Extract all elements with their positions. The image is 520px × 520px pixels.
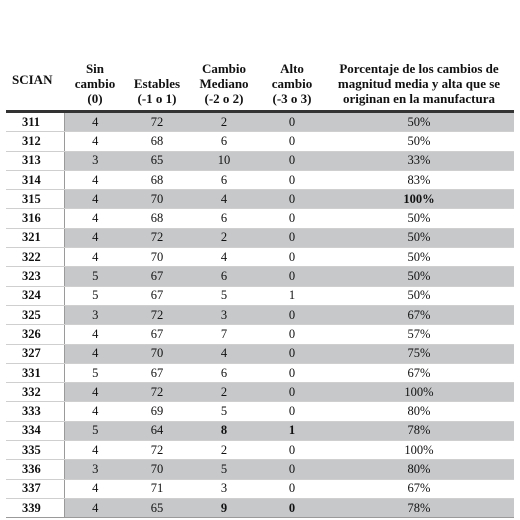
cell-estables: 72 bbox=[126, 228, 188, 247]
cell-scian: 322 bbox=[6, 248, 64, 267]
cell-porcentaje: 50% bbox=[324, 286, 514, 305]
cell-alto-cambio: 0 bbox=[260, 498, 324, 517]
cell-estables: 64 bbox=[126, 421, 188, 440]
cell-sin-cambio: 4 bbox=[64, 170, 126, 189]
cell-estables: 70 bbox=[126, 190, 188, 209]
table-row bbox=[6, 132, 514, 151]
cell-scian: 334 bbox=[6, 421, 64, 440]
cell-alto-cambio: 0 bbox=[260, 248, 324, 267]
cell-estables: 71 bbox=[126, 479, 188, 498]
cell-alto-cambio: 0 bbox=[260, 190, 324, 209]
cell-estables: 72 bbox=[126, 305, 188, 324]
cell-porcentaje: 80% bbox=[324, 460, 514, 479]
cell-cambio-mediano: 5 bbox=[188, 286, 260, 305]
cell-sin-cambio: 4 bbox=[64, 228, 126, 247]
cell-scian: 323 bbox=[6, 267, 64, 286]
cell-sin-cambio: 4 bbox=[64, 441, 126, 460]
header-estables: Estables (-1 o 1) bbox=[126, 39, 188, 112]
cell-sin-cambio: 4 bbox=[64, 479, 126, 498]
cell-scian: 327 bbox=[6, 344, 64, 363]
table-row bbox=[6, 498, 514, 517]
cell-cambio-mediano: 4 bbox=[188, 344, 260, 363]
cell-porcentaje: 100% bbox=[324, 441, 514, 460]
cell-cambio-mediano: 5 bbox=[188, 402, 260, 421]
cell-cambio-mediano: 6 bbox=[188, 209, 260, 228]
table-row bbox=[6, 325, 514, 344]
table-row bbox=[6, 170, 514, 189]
cell-scian: 331 bbox=[6, 363, 64, 382]
cell-alto-cambio: 0 bbox=[260, 363, 324, 382]
table-row bbox=[6, 305, 514, 324]
cell-cambio-mediano: 6 bbox=[188, 267, 260, 286]
table-row bbox=[6, 460, 514, 479]
cell-sin-cambio: 4 bbox=[64, 132, 126, 151]
table-row bbox=[6, 151, 514, 170]
cell-porcentaje: 33% bbox=[324, 151, 514, 170]
cell-scian: 311 bbox=[6, 112, 64, 132]
cell-scian: 326 bbox=[6, 325, 64, 344]
cell-sin-cambio: 3 bbox=[64, 305, 126, 324]
cell-alto-cambio: 0 bbox=[260, 228, 324, 247]
table-header bbox=[6, 39, 514, 112]
cell-alto-cambio: 0 bbox=[260, 441, 324, 460]
cell-estables: 67 bbox=[126, 286, 188, 305]
cell-sin-cambio: 4 bbox=[64, 383, 126, 402]
cell-sin-cambio: 5 bbox=[64, 267, 126, 286]
cell-porcentaje: 50% bbox=[324, 132, 514, 151]
cell-alto-cambio: 0 bbox=[260, 267, 324, 286]
cell-cambio-mediano: 2 bbox=[188, 441, 260, 460]
cell-porcentaje: 50% bbox=[324, 209, 514, 228]
cell-porcentaje: 78% bbox=[324, 421, 514, 440]
cell-estables: 68 bbox=[126, 132, 188, 151]
cell-sin-cambio: 5 bbox=[64, 363, 126, 382]
header-porcentaje: Porcentaje de los cambios de magnitud media y alta que se originan en la manufactura bbox=[324, 39, 514, 112]
cell-sin-cambio: 4 bbox=[64, 112, 126, 132]
cell-estables: 72 bbox=[126, 383, 188, 402]
header-alto-cambio: Alto cambio (-3 o 3) bbox=[260, 39, 324, 112]
cell-sin-cambio: 4 bbox=[64, 402, 126, 421]
cell-estables: 68 bbox=[126, 209, 188, 228]
cell-cambio-mediano: 6 bbox=[188, 170, 260, 189]
cell-sin-cambio: 4 bbox=[64, 344, 126, 363]
cell-scian: 316 bbox=[6, 209, 64, 228]
cell-porcentaje: 50% bbox=[324, 267, 514, 286]
cell-porcentaje: 78% bbox=[324, 498, 514, 517]
cell-alto-cambio: 0 bbox=[260, 170, 324, 189]
table-row bbox=[6, 209, 514, 228]
cell-alto-cambio: 0 bbox=[260, 209, 324, 228]
cell-sin-cambio: 4 bbox=[64, 209, 126, 228]
cell-sin-cambio: 4 bbox=[64, 498, 126, 517]
cell-porcentaje: 57% bbox=[324, 325, 514, 344]
cell-sin-cambio: 5 bbox=[64, 286, 126, 305]
table-row bbox=[6, 286, 514, 305]
table-row bbox=[6, 479, 514, 498]
cell-estables: 67 bbox=[126, 363, 188, 382]
cell-cambio-mediano: 3 bbox=[188, 479, 260, 498]
cell-scian: 333 bbox=[6, 402, 64, 421]
cell-cambio-mediano: 7 bbox=[188, 325, 260, 344]
cell-estables: 70 bbox=[126, 460, 188, 479]
cell-estables: 72 bbox=[126, 441, 188, 460]
cell-alto-cambio: 0 bbox=[260, 383, 324, 402]
cell-scian: 337 bbox=[6, 479, 64, 498]
cell-porcentaje: 50% bbox=[324, 248, 514, 267]
cell-estables: 72 bbox=[126, 112, 188, 132]
cell-estables: 67 bbox=[126, 325, 188, 344]
table-row bbox=[6, 441, 514, 460]
cell-cambio-mediano: 5 bbox=[188, 460, 260, 479]
cell-porcentaje: 80% bbox=[324, 402, 514, 421]
table-row bbox=[6, 267, 514, 286]
table-row bbox=[6, 228, 514, 247]
table-row bbox=[6, 190, 514, 209]
cell-sin-cambio: 4 bbox=[64, 248, 126, 267]
cell-scian: 321 bbox=[6, 228, 64, 247]
cell-scian: 335 bbox=[6, 441, 64, 460]
cell-alto-cambio: 0 bbox=[260, 460, 324, 479]
header-sin-cambio: Sin cambio (0) bbox=[64, 39, 126, 112]
cell-estables: 70 bbox=[126, 344, 188, 363]
cell-cambio-mediano: 9 bbox=[188, 498, 260, 517]
table-row bbox=[6, 112, 514, 132]
cell-alto-cambio: 0 bbox=[260, 151, 324, 170]
cell-alto-cambio: 0 bbox=[260, 344, 324, 363]
cell-alto-cambio: 0 bbox=[260, 479, 324, 498]
cell-cambio-mediano: 2 bbox=[188, 228, 260, 247]
cell-alto-cambio: 1 bbox=[260, 421, 324, 440]
table-row bbox=[6, 402, 514, 421]
cell-cambio-mediano: 4 bbox=[188, 248, 260, 267]
cell-alto-cambio: 0 bbox=[260, 402, 324, 421]
cell-cambio-mediano: 6 bbox=[188, 363, 260, 382]
header-cambio-mediano: Cambio Mediano (-2 o 2) bbox=[188, 39, 260, 112]
cell-alto-cambio: 0 bbox=[260, 132, 324, 151]
scian-change-table bbox=[6, 39, 514, 518]
cell-porcentaje: 50% bbox=[324, 228, 514, 247]
cell-scian: 324 bbox=[6, 286, 64, 305]
table-body bbox=[6, 112, 514, 518]
cell-cambio-mediano: 2 bbox=[188, 383, 260, 402]
cell-scian: 325 bbox=[6, 305, 64, 324]
cell-alto-cambio: 0 bbox=[260, 305, 324, 324]
cell-cambio-mediano: 8 bbox=[188, 421, 260, 440]
header-scian: SCIAN bbox=[6, 39, 64, 112]
cell-porcentaje: 67% bbox=[324, 363, 514, 382]
cell-estables: 68 bbox=[126, 170, 188, 189]
table-row bbox=[6, 383, 514, 402]
cell-scian: 332 bbox=[6, 383, 64, 402]
cell-scian: 315 bbox=[6, 190, 64, 209]
cell-scian: 339 bbox=[6, 498, 64, 517]
cell-sin-cambio: 4 bbox=[64, 190, 126, 209]
table-row bbox=[6, 363, 514, 382]
table-container bbox=[6, 39, 514, 518]
cell-alto-cambio: 0 bbox=[260, 112, 324, 132]
cell-scian: 313 bbox=[6, 151, 64, 170]
cell-estables: 67 bbox=[126, 267, 188, 286]
cell-sin-cambio: 4 bbox=[64, 325, 126, 344]
cell-porcentaje: 67% bbox=[324, 305, 514, 324]
cell-estables: 65 bbox=[126, 151, 188, 170]
cell-cambio-mediano: 2 bbox=[188, 112, 260, 132]
table-row bbox=[6, 344, 514, 363]
cell-porcentaje: 50% bbox=[324, 112, 514, 132]
cell-cambio-mediano: 6 bbox=[188, 132, 260, 151]
cell-estables: 65 bbox=[126, 498, 188, 517]
cell-porcentaje: 83% bbox=[324, 170, 514, 189]
cell-sin-cambio: 3 bbox=[64, 151, 126, 170]
cell-scian: 336 bbox=[6, 460, 64, 479]
table-row bbox=[6, 421, 514, 440]
cell-cambio-mediano: 3 bbox=[188, 305, 260, 324]
cell-scian: 312 bbox=[6, 132, 64, 151]
cell-cambio-mediano: 4 bbox=[188, 190, 260, 209]
cell-porcentaje: 75% bbox=[324, 344, 514, 363]
cell-sin-cambio: 5 bbox=[64, 421, 126, 440]
table-row bbox=[6, 248, 514, 267]
cell-porcentaje: 67% bbox=[324, 479, 514, 498]
cell-alto-cambio: 1 bbox=[260, 286, 324, 305]
cell-sin-cambio: 3 bbox=[64, 460, 126, 479]
cell-estables: 70 bbox=[126, 248, 188, 267]
cell-cambio-mediano: 10 bbox=[188, 151, 260, 170]
cell-scian: 314 bbox=[6, 170, 64, 189]
cell-porcentaje: 100% bbox=[324, 383, 514, 402]
cell-alto-cambio: 0 bbox=[260, 325, 324, 344]
cell-porcentaje: 100% bbox=[324, 190, 514, 209]
cell-estables: 69 bbox=[126, 402, 188, 421]
